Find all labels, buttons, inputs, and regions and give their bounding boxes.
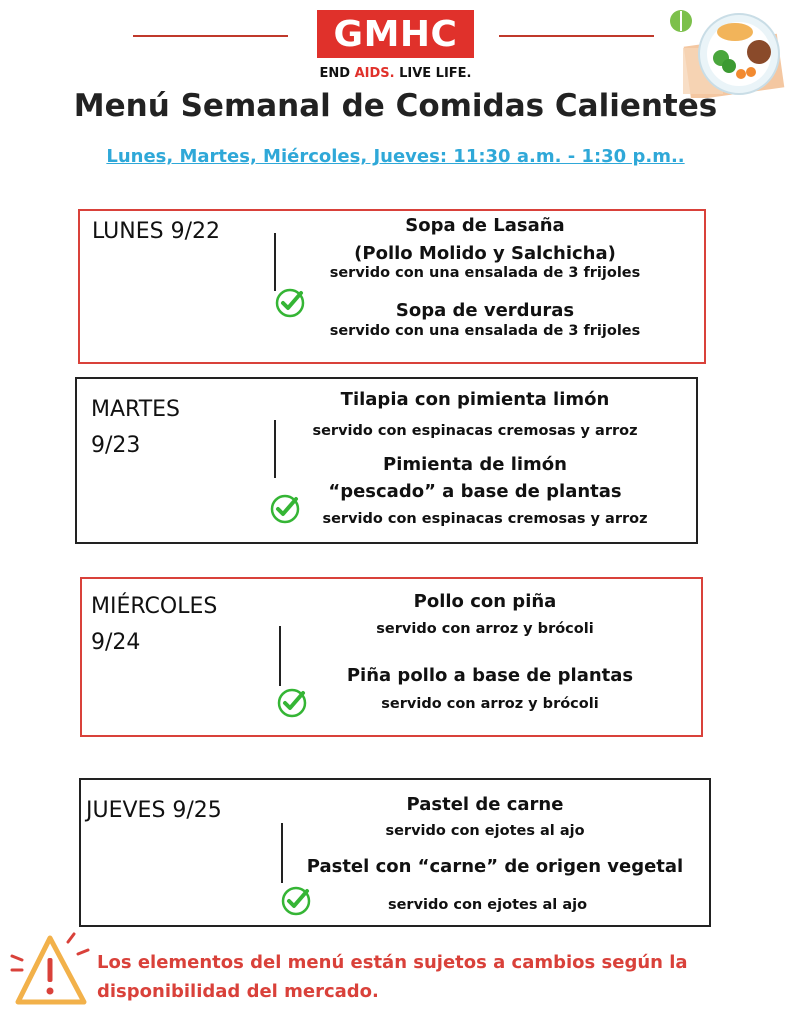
page-title: Menú Semanal de Comidas Calientes	[73, 88, 718, 124]
logo-tagline	[300, 66, 491, 81]
meat-side: servido con espinacas cremosas y arroz	[312, 423, 638, 439]
veg-dish-name: Sopa de verduras	[395, 300, 575, 321]
veg-dish-name: Pastel con “carne” de origen vegetal	[306, 856, 684, 877]
veg-side: servido con ejotes al ajo	[387, 897, 588, 913]
meat-side: servido con arroz y brócoli	[376, 621, 594, 637]
warning-triangle-icon	[8, 930, 94, 1016]
notice-line2: disponibilidad del mercado.	[97, 981, 379, 1002]
meat-dish-name: Sopa de Lasaña	[405, 215, 565, 236]
meat-side: servido con una ensalada de 3 frijoles	[329, 265, 641, 281]
day-label-line1: MARTES	[91, 397, 181, 422]
meat-dish-name: Pastel de carne	[406, 794, 564, 815]
veg-side: servido con una ensalada de 3 frijoles	[329, 323, 641, 339]
tagline-part3: LIVE LIFE.	[394, 66, 472, 81]
service-hours: Lunes, Martes, Miércoles, Jueves: 11:30 a.m. - 1:30 p.m..	[106, 146, 685, 167]
meat-dish-name: (Pollo Molido y Salchicha)	[354, 243, 616, 264]
veg-dish-name: Pimienta de limón	[383, 454, 567, 475]
logo-text: GMHC	[333, 13, 458, 55]
meat-dish-name: Tilapia con pimienta limón	[340, 389, 610, 410]
divider-line	[281, 823, 283, 883]
tagline-part1: END	[319, 66, 355, 81]
divider-line	[279, 626, 281, 686]
header-rule-right	[499, 35, 654, 37]
availability-notice	[97, 948, 757, 1006]
tagline-part2: AIDS.	[354, 66, 395, 81]
day-label: JUEVES 9/25	[86, 798, 222, 823]
header-rule-left	[133, 35, 288, 37]
meat-dish-name: Pollo con piña	[413, 591, 557, 612]
day-label-line2: 9/23	[91, 433, 141, 458]
day-label-line2: 9/24	[91, 630, 141, 655]
veg-side: servido con arroz y brócoli	[381, 696, 599, 712]
day-label-line1: MIÉRCOLES	[91, 594, 218, 619]
food-plate-icon	[667, 8, 785, 98]
meat-side: servido con ejotes al ajo	[385, 823, 585, 839]
day-label: LUNES 9/22	[92, 219, 220, 244]
notice-line1: Los elementos del menú están sujetos a cambios según la	[97, 952, 688, 973]
divider-line	[274, 233, 276, 291]
veg-side: servido con espinacas cremosas y arroz	[322, 511, 648, 527]
gmhc-logo	[317, 10, 474, 58]
veg-dish-name: Piña pollo a base de plantas	[346, 665, 634, 686]
veg-dish-name: “pescado” a base de plantas	[328, 481, 622, 502]
